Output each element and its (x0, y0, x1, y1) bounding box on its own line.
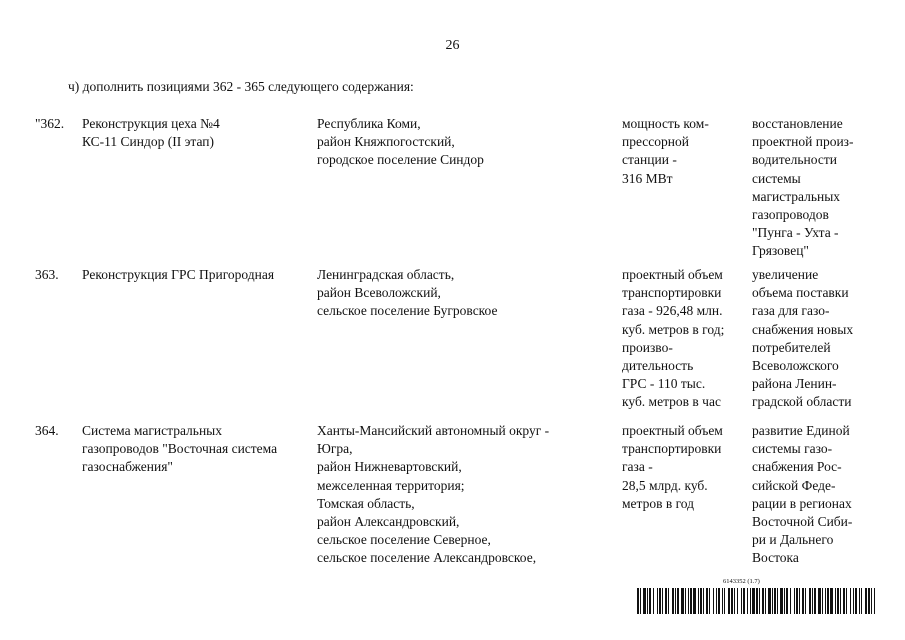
barcode-bar (814, 588, 816, 614)
barcode-bar (657, 588, 658, 614)
barcode-bar (653, 588, 654, 614)
text-line: Югра, (317, 441, 353, 457)
barcode-bar (724, 588, 725, 614)
text-line: сийской Феде- (752, 477, 836, 493)
barcode-bar (786, 588, 788, 614)
text-line: проектный объем (622, 423, 723, 438)
object-purpose (752, 266, 853, 412)
text-line: район Нижневартовский, (317, 459, 462, 475)
text-line: куб. метров в час (622, 394, 721, 410)
barcode-bar (865, 588, 867, 614)
barcode-number: 6143352 (1.7) (723, 578, 760, 585)
text-line: газопроводов (752, 207, 829, 223)
text-line: прессорной (622, 134, 689, 150)
barcode-bar (741, 588, 742, 614)
text-line: рации в регионах (752, 495, 852, 511)
barcode-bar (743, 588, 745, 614)
text-line: район Всеволожский, (317, 285, 441, 301)
page-number: 26 (445, 38, 460, 53)
barcode-bar (718, 588, 720, 614)
text-line: КС-11 Синдор (II этап) (82, 134, 214, 150)
text-line: проектной произ- (752, 134, 854, 150)
text-line: градской области (752, 394, 852, 410)
text-line: район Княжпогостский, (317, 134, 455, 150)
text-line: системы (752, 170, 801, 186)
barcode-bar (818, 588, 821, 614)
object-name (82, 422, 277, 477)
barcode-bar (822, 588, 823, 614)
barcode-bar (640, 588, 641, 614)
text-line: снабжения новых (752, 321, 854, 337)
text-line: 316 МВт (622, 170, 673, 186)
object-name (82, 266, 274, 284)
barcode-bar (750, 588, 751, 614)
barcode-bar (703, 588, 704, 614)
object-capacity (622, 422, 723, 513)
barcode-bar (802, 588, 804, 614)
text-line: ГРС - 110 тыс. (622, 376, 706, 392)
barcode-bar (859, 588, 860, 614)
barcode-bar (662, 588, 663, 614)
text-line: метров в год (622, 495, 695, 511)
barcode-bar (685, 588, 686, 614)
text-line: сельское поселение Бугровское (317, 303, 498, 319)
text-line: Востока (752, 550, 799, 566)
barcode-bar (706, 588, 708, 614)
text-line: Республика Коми, (317, 116, 421, 131)
text-line: мощность ком- (622, 116, 709, 131)
barcode-bar (688, 588, 689, 614)
text-line: Грязовец" (752, 243, 809, 259)
barcode-bar (796, 588, 798, 614)
barcode-bar (850, 588, 851, 614)
barcode-bar (861, 588, 862, 614)
barcode-bar (668, 588, 669, 614)
barcode-bar (722, 588, 723, 614)
text-line: развитие Единой (752, 423, 850, 438)
text-line: водительности (752, 152, 837, 168)
text-line: увеличение (752, 267, 819, 282)
text-line: произво- (622, 339, 673, 355)
text-line: 28,5 млрд. куб. (622, 477, 708, 493)
text-line: проектный объем (622, 267, 723, 282)
text-line: городское поселение Синдор (317, 152, 484, 168)
barcode-bar (855, 588, 857, 614)
barcode-bar (812, 588, 813, 614)
barcode-bar (731, 588, 733, 614)
barcode-bar (827, 588, 829, 614)
barcode-bar (737, 588, 738, 614)
barcode-bar (700, 588, 702, 614)
barcode-bar (774, 588, 776, 614)
row-number: 364. (35, 423, 59, 438)
text-line: Томская область, (317, 495, 415, 511)
object-capacity (622, 115, 709, 188)
text-line: восстановление (752, 116, 843, 131)
barcode-bar (690, 588, 692, 614)
text-line: Система магистральных (82, 423, 222, 438)
text-line: дительность (622, 358, 694, 374)
text-line: станции - (622, 152, 677, 168)
object-location (317, 422, 549, 568)
text-line: Реконструкция ГРС Пригородная (82, 267, 275, 282)
row-number: "362. (35, 116, 65, 131)
barcode-bar (799, 588, 800, 614)
barcode-bar (794, 588, 795, 614)
barcode-bar (713, 588, 714, 614)
barcode-bar (637, 588, 639, 614)
object-purpose (752, 115, 854, 261)
barcode-icon (637, 588, 875, 614)
barcode-bar (846, 588, 847, 614)
barcode-bar (752, 588, 755, 614)
object-purpose (752, 422, 852, 568)
text-line: снабжения Рос- (752, 459, 842, 475)
text-line: ри и Дальнего (752, 532, 834, 548)
barcode-bar (759, 588, 760, 614)
barcode-bar (830, 588, 833, 614)
object-capacity (622, 266, 724, 412)
barcode-bar (790, 588, 791, 614)
barcode-bar (784, 588, 785, 614)
barcode-bar (765, 588, 766, 614)
barcode-bar (853, 588, 854, 614)
barcode-bar (659, 588, 661, 614)
text-line: сельское поселение Северное, (317, 532, 491, 548)
barcode-bar (780, 588, 783, 614)
text-line: сельское поселение Александровское, (317, 550, 537, 566)
barcode-bar (672, 588, 674, 614)
barcode-bar (772, 588, 773, 614)
text-line: Восточной Сиби- (752, 514, 853, 530)
intro-text: ч) дополнить позициями 362 - 365 следующего содержания: (68, 79, 414, 94)
text-line: газа - 926,48 млн. (622, 303, 723, 319)
barcode-bar (756, 588, 758, 614)
text-line: межселенная территория; (317, 477, 465, 493)
barcode-bar (777, 588, 778, 614)
text-line: Реконструкция цеха №4 (82, 116, 220, 131)
barcode-bar (643, 588, 646, 614)
text-line: газа - (622, 459, 653, 475)
barcode-bar (809, 588, 811, 614)
barcode-bar (747, 588, 748, 614)
barcode-bar (835, 588, 836, 614)
text-line: транспортировки (622, 441, 722, 457)
text-line: газа для газо- (752, 303, 830, 319)
text-line: Всеволожского (752, 358, 839, 374)
text-line: газоснабжения" (82, 459, 173, 475)
barcode-bar (698, 588, 699, 614)
barcode-bar (677, 588, 679, 614)
object-location (317, 266, 497, 321)
text-line: потребителей (752, 339, 831, 355)
text-line: системы газо- (752, 441, 833, 457)
text-line: транспортировки (622, 285, 722, 301)
object-name (82, 115, 220, 151)
barcode-bar (762, 588, 764, 614)
barcode-bar (871, 588, 872, 614)
text-line: объема поставки (752, 285, 849, 301)
barcode-bar (868, 588, 870, 614)
text-line: район Александровский, (317, 514, 460, 530)
object-location (317, 115, 484, 170)
barcode-bar (768, 588, 771, 614)
barcode-bar (675, 588, 676, 614)
barcode-bar (647, 588, 648, 614)
barcode-bar (665, 588, 667, 614)
text-line: "Пунга - Ухта - (752, 225, 839, 241)
barcode-bar (825, 588, 826, 614)
text-line: газопроводов "Восточная система (82, 441, 278, 457)
barcode-bar (837, 588, 839, 614)
text-line: Ленинградская область, (317, 267, 455, 282)
barcode-bar (693, 588, 696, 614)
barcode-bar (716, 588, 717, 614)
barcode-bar (874, 588, 875, 614)
barcode-bar (681, 588, 684, 614)
text-line: куб. метров в год; (622, 321, 725, 337)
barcode-bar (649, 588, 651, 614)
row-number: 363. (35, 267, 59, 282)
text-line: района Ленин- (752, 376, 837, 392)
barcode-bar (843, 588, 845, 614)
text-line: Ханты-Мансийский автономный округ - (317, 423, 550, 438)
barcode-bar (734, 588, 735, 614)
barcode-bar (728, 588, 730, 614)
barcode-bar (709, 588, 710, 614)
barcode-bar (840, 588, 841, 614)
barcode-bar (805, 588, 806, 614)
text-line: магистральных (752, 188, 841, 204)
